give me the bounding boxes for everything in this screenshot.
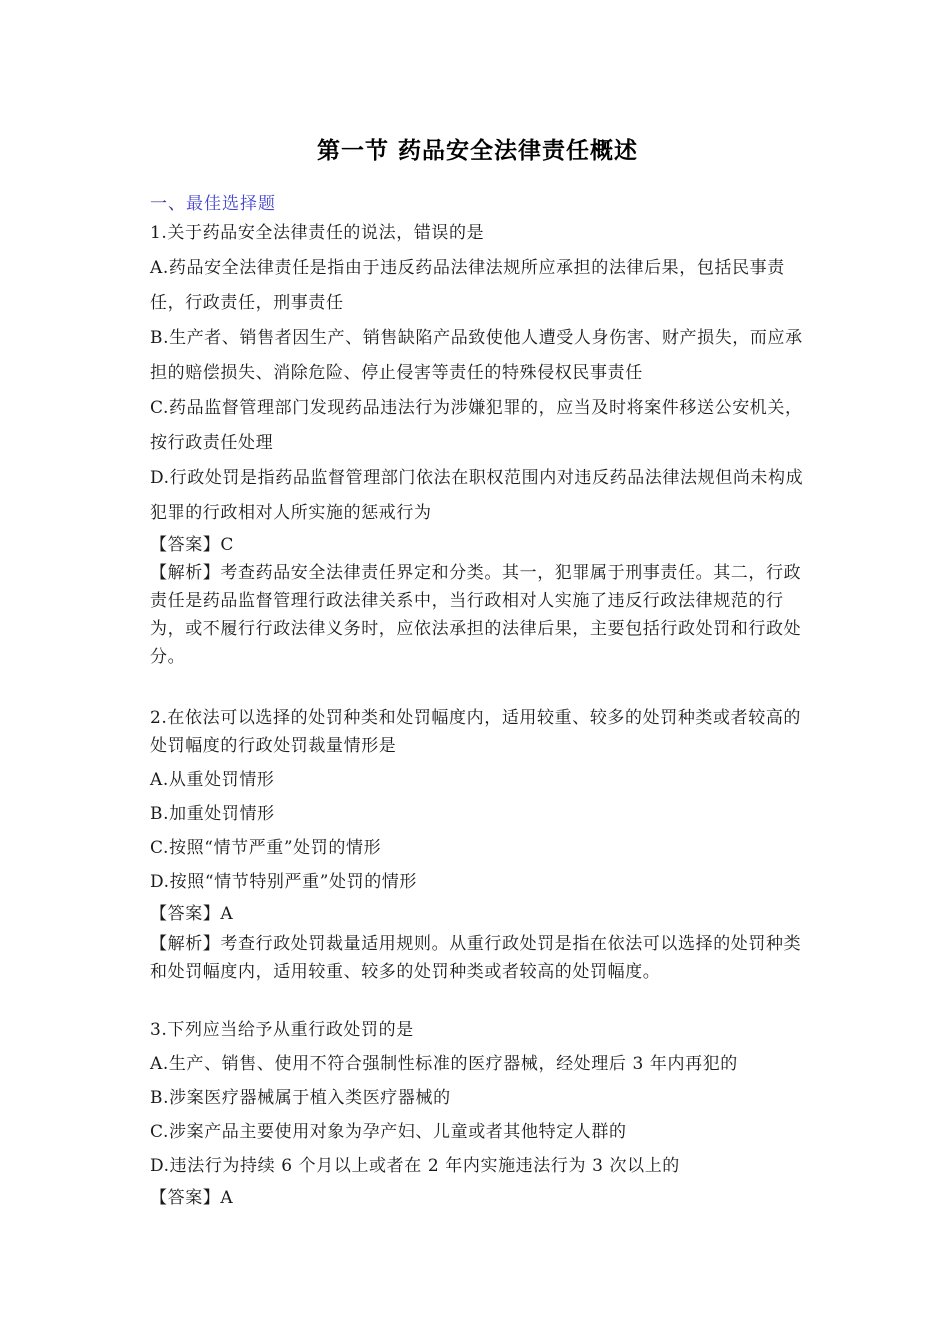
question-1-option-d: D.行政处罚是指药品监督管理部门依法在职权范围内对违反药品法律法规但尚未构成犯罪的行政相对人所实施的惩戒行为 <box>150 468 804 523</box>
question-1-option-c: C.药品监督管理部门发现药品违法行为涉嫌犯罪的，应当及时将案件移送公安机关，按行政责任处理 <box>150 398 803 453</box>
analysis-label: 【解析】 <box>150 563 221 583</box>
question-3-stem: 3.下列应当给予从重行政处罚的是 <box>150 1020 414 1040</box>
answer-value: A <box>220 1188 234 1208</box>
question-2-stem: 2.在依法可以选择的处罚种类和处罚幅度内，适用较重、较多的处罚种类或者较高的处罚幅度的行政处罚裁量情形是 <box>150 708 802 756</box>
answer-value: C <box>220 535 235 555</box>
question-2-analysis <box>150 930 805 986</box>
question-1-answer-line <box>150 531 805 559</box>
question-1-stem: 1.关于药品安全法律责任的说法，错误的是 <box>150 223 485 243</box>
question-2-option-d: D.按照“情节特别严重”处罚的情形 <box>150 872 418 892</box>
question-3-answer-line <box>150 1184 805 1212</box>
question-2-option-a: A.从重处罚情形 <box>150 770 275 790</box>
section-label: 最佳选择题 <box>186 194 276 214</box>
answer-value: A <box>220 904 234 924</box>
question-3-option-d: D.违法行为持续 6 个月以上或者在 2 年内实施违法行为 3 次以上的 <box>150 1156 680 1176</box>
section-number: 一、 <box>150 194 186 214</box>
question-3-option-c: C.涉案产品主要使用对象为孕产妇、儿童或者其他特定人群的 <box>150 1122 627 1142</box>
analysis-label: 【解析】 <box>150 934 221 954</box>
question-block-3 <box>150 1016 805 1212</box>
question-1-analysis <box>150 559 805 671</box>
question-3-option-a: A.生产、销售、使用不符合强制性标准的医疗器械，经处理后 3 年内再犯的 <box>150 1054 738 1074</box>
document-title: 第一节 药品安全法律责任概述 <box>316 137 638 164</box>
section-heading <box>150 192 805 216</box>
answer-label: 【答案】 <box>150 1188 221 1208</box>
answer-label: 【答案】 <box>150 535 221 555</box>
question-2-option-b: B.加重处罚情形 <box>150 804 275 824</box>
question-1-option-b: B.生产者、销售者因生产、销售缺陷产品致使他人遭受人身伤害、财产损失，而应承担的赔偿损失、消除危险、停止侵害等责任的特殊侵权民事责任 <box>150 328 803 383</box>
analysis-text: 考查行政处罚裁量适用规则。从重行政处罚是指在依法可以选择的处罚种类和处罚幅度内，适用较重、较多的处罚种类或者较高的处罚幅度。 <box>150 934 802 982</box>
analysis-text: 考查药品安全法律责任界定和分类。其一，犯罪属于刑事责任。其二，行政责任是药品监督管理行政法律关系中，当行政相对人实施了违反行政法律规范的行为，或不履行行政法律义务时，应依法承担的法律后果，主要包括行政处罚和行政处分。 <box>150 563 802 667</box>
question-2-option-c: C.按照“情节严重”处罚的情形 <box>150 838 382 858</box>
question-block-2 <box>150 704 805 986</box>
question-3-option-b: B.涉案医疗器械属于植入类医疗器械的 <box>150 1088 451 1108</box>
question-1-option-a: A.药品安全法律责任是指由于违反药品法律法规所应承担的法律后果，包括民事责任，行政责任，刑事责任 <box>150 258 785 313</box>
question-block-1 <box>150 216 805 671</box>
answer-label: 【答案】 <box>150 904 221 924</box>
question-2-answer-line <box>150 900 805 928</box>
